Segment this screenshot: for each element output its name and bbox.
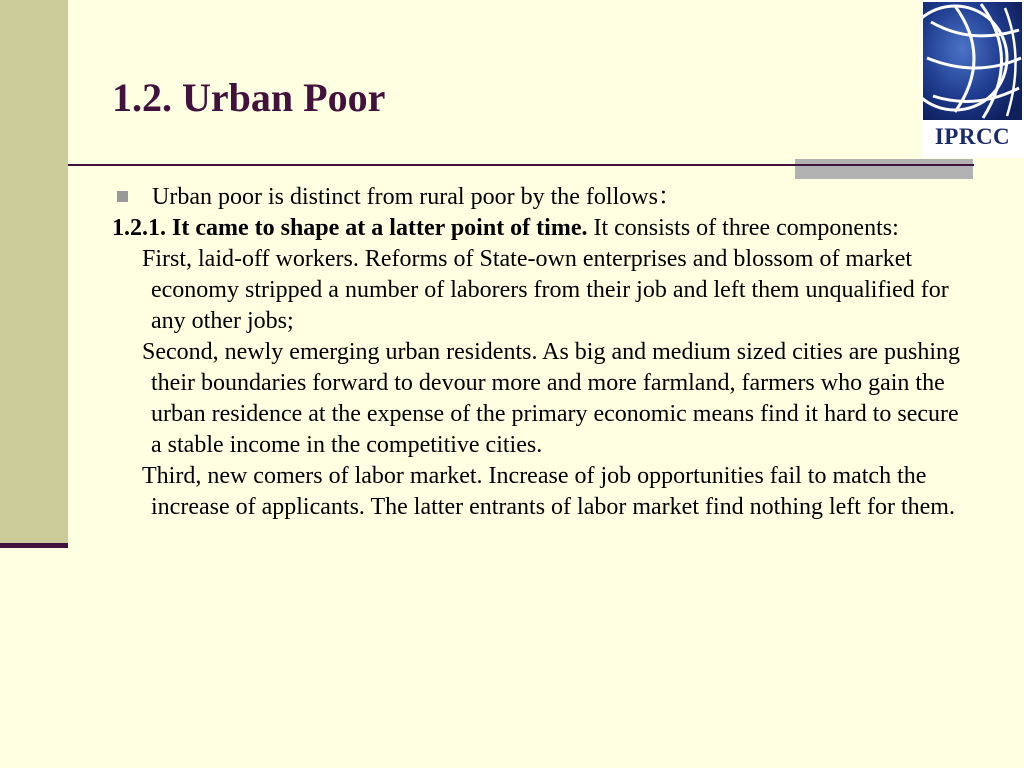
iprcc-logo: [921, 0, 1024, 158]
left-sidebar-band: [0, 0, 68, 547]
title-rule-shadow: [795, 159, 973, 179]
paragraph-second: Second, newly emerging urban residents. As big and medium sized cities are pushing their boundaries forward to devour more and more farmland, farmers who gain the urban residence at the expense of the primary economic means find it hard to secure a stable income in the competitive cities.: [142, 339, 961, 458]
paragraph-first: First, laid-off workers. Reforms of State-own enterprises and blossom of market economy stripped a number of laborers from their job and left them unqualified for any other jobs;: [142, 246, 949, 334]
subheading-bold: 1.2.1. It came to shape at a latter point of time.: [112, 215, 588, 241]
subheading-rest: It consists of three components:: [587, 215, 899, 241]
title-rule: [68, 164, 974, 166]
slide-title: 1.2. Urban Poor: [112, 75, 386, 120]
slide-body: [112, 182, 972, 523]
logo-text: IPRCC: [934, 124, 1011, 149]
bullet-item: [112, 182, 972, 213]
paragraph-third: Third, new comers of labor market. Increase of job opportunities fail to match the increase of applicants. The latter entrants of labor market find nothing left for them.: [142, 463, 955, 520]
subheading-paragraph: [112, 213, 972, 244]
bullet-text: Urban poor is distinct from rural poor by the follows：: [152, 184, 682, 210]
sidebar-accent-bar: [0, 543, 68, 548]
square-bullet-icon: [117, 191, 128, 202]
